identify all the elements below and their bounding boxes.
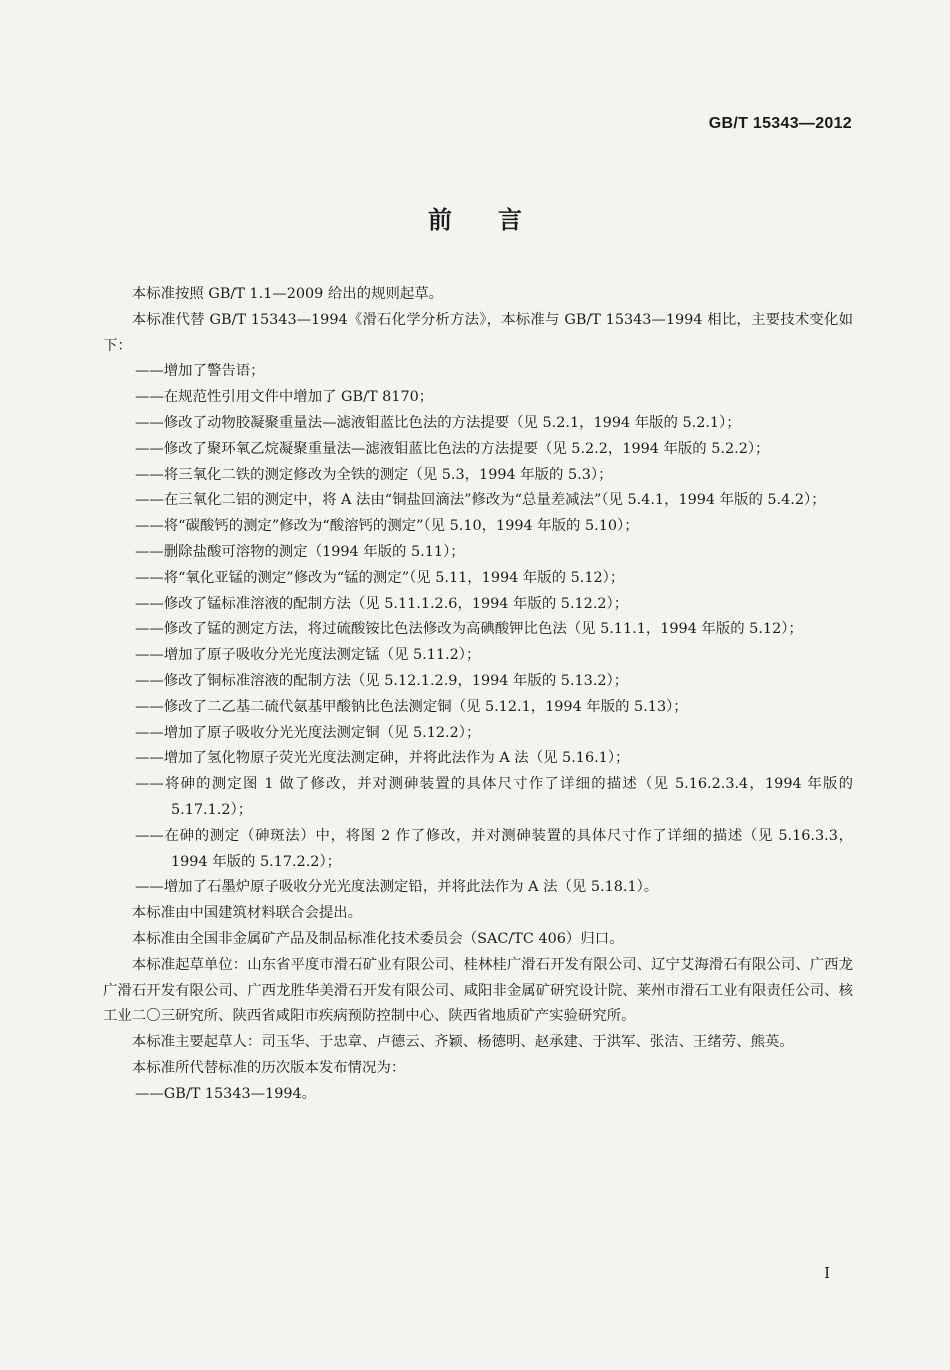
changes-list — [103, 359, 853, 901]
list-item: ——在规范性引用文件中增加了 GB/T 8170； — [135, 389, 434, 406]
list-item: ——将三氧化二铁的测定修改为全铁的测定（见 5.3，1994 年版的 5.3）； — [135, 466, 613, 483]
list-item: ——删除盐酸可溶物的测定（1994 年版的 5.11）； — [135, 543, 465, 560]
paragraph: 本标准起草单位：山东省平度市滑石矿业有限公司、桂林桂广滑石开发有限公司、辽宁艾海滑石有限公司、广西龙广滑石开发有限公司、广西龙胜华美滑石开发有限公司、咸阳非金属矿研究设计院、莱州市滑石工业有限责任公司、核工业二〇三研究所、陕西省咸阳市疾病预防控制中心、陕西省地质矿产实验研究所。 — [103, 956, 853, 1025]
list-item: ——将“碳酸钙的测定”修改为“酸溶钙的测定”（见 5.10，1994 年版的 5.10）； — [135, 518, 639, 535]
list-item: ——将砷的测定图 1 做了修改，并对测砷装置的具体尺寸作了详细的描述（见 5.16.2.3.4，1994 年版的 5.17.1.2）； — [135, 776, 853, 818]
list-item: ——增加了原子吸收分光光度法测定锰（见 5.11.2）； — [135, 647, 481, 664]
list-item: ——增加了氢化物原子荧光光度法测定砷，并将此法作为 A 法（见 5.16.1）； — [135, 750, 630, 767]
paragraph: 本标准主要起草人：司玉华、于忠章、卢德云、齐颖、杨德明、赵承建、于洪军、张洁、王绪劳、熊英。 — [131, 1034, 794, 1051]
page-number: I — [824, 1264, 830, 1282]
list-item: ——修改了动物胶凝聚重量法—滤液钼蓝比色法的方法提要（见 5.2.1，1994 年版的 5.2.1）； — [135, 414, 741, 431]
paragraph: 本标准由中国建筑材料联合会提出。 — [131, 905, 363, 922]
paragraph: 本标准由全国非金属矿产品及制品标准化技术委员会（SAC/TC 406）归口。 — [131, 930, 624, 947]
list-item: ——增加了原子吸收分光光度法测定铜（见 5.12.2）； — [135, 724, 481, 741]
standard-number: GB/T 15343—2012 — [708, 115, 852, 132]
list-item: ——在三氧化二铝的测定中，将 A 法由“铜盐回滴法”修改为“总量差减法”（见 5.4.1，1994 年版的 5.4.2）； — [135, 492, 826, 509]
list-item: ——修改了铜标准溶液的配制方法（见 5.12.1.2.9，1994 年版的 5.13.2）； — [135, 672, 629, 689]
list-item: ——增加了石墨炉原子吸收分光光度法测定铅，并将此法作为 A 法（见 5.18.1）。 — [135, 879, 659, 896]
list-item: ——将“氧化亚锰的测定”修改为“锰的测定”（见 5.11，1994 年版的 5.12）； — [135, 569, 625, 586]
list-item: ——在砷的测定（砷斑法）中，将图 2 作了修改，并对测砷装置的具体尺寸作了详细的描述（见 5.16.3.3，1994 年版的 5.17.2.2）； — [135, 827, 853, 870]
paragraph: 本标准代替 GB/T 15343—1994《滑石化学分析方法》，本标准与 GB/T 15343—1994 相比，主要技术变化如下： — [103, 311, 853, 354]
page-title: 前言 — [428, 205, 568, 234]
list-item: ——修改了聚环氧乙烷凝聚重量法—滤液钼蓝比色法的方法提要（见 5.2.2，1994 年版的 5.2.2）； — [135, 440, 770, 457]
list-item: ——增加了警告语； — [135, 363, 265, 380]
foreword-body — [103, 282, 853, 1108]
paragraph: 本标准所代替标准的历次版本发布情况为： — [131, 1059, 406, 1076]
list-item: ——修改了锰标准溶液的配制方法（见 5.11.1.2.6，1994 年版的 5.12.2）； — [135, 595, 629, 612]
list-item: ——修改了二乙基二硫代氨基甲酸钠比色法测定铜（见 5.12.1，1994 年版的 5.13）； — [135, 698, 688, 715]
paragraph: 本标准按照 GB/T 1.1—2009 给出的规则起草。 — [131, 286, 444, 302]
list-item: ——修改了锰的测定方法，将过硫酸铵比色法修改为高碘酸钾比色法（见 5.11.1，1994 年版的 5.12）； — [135, 621, 803, 638]
list-item: ——GB/T 15343—1994。 — [135, 1085, 317, 1102]
